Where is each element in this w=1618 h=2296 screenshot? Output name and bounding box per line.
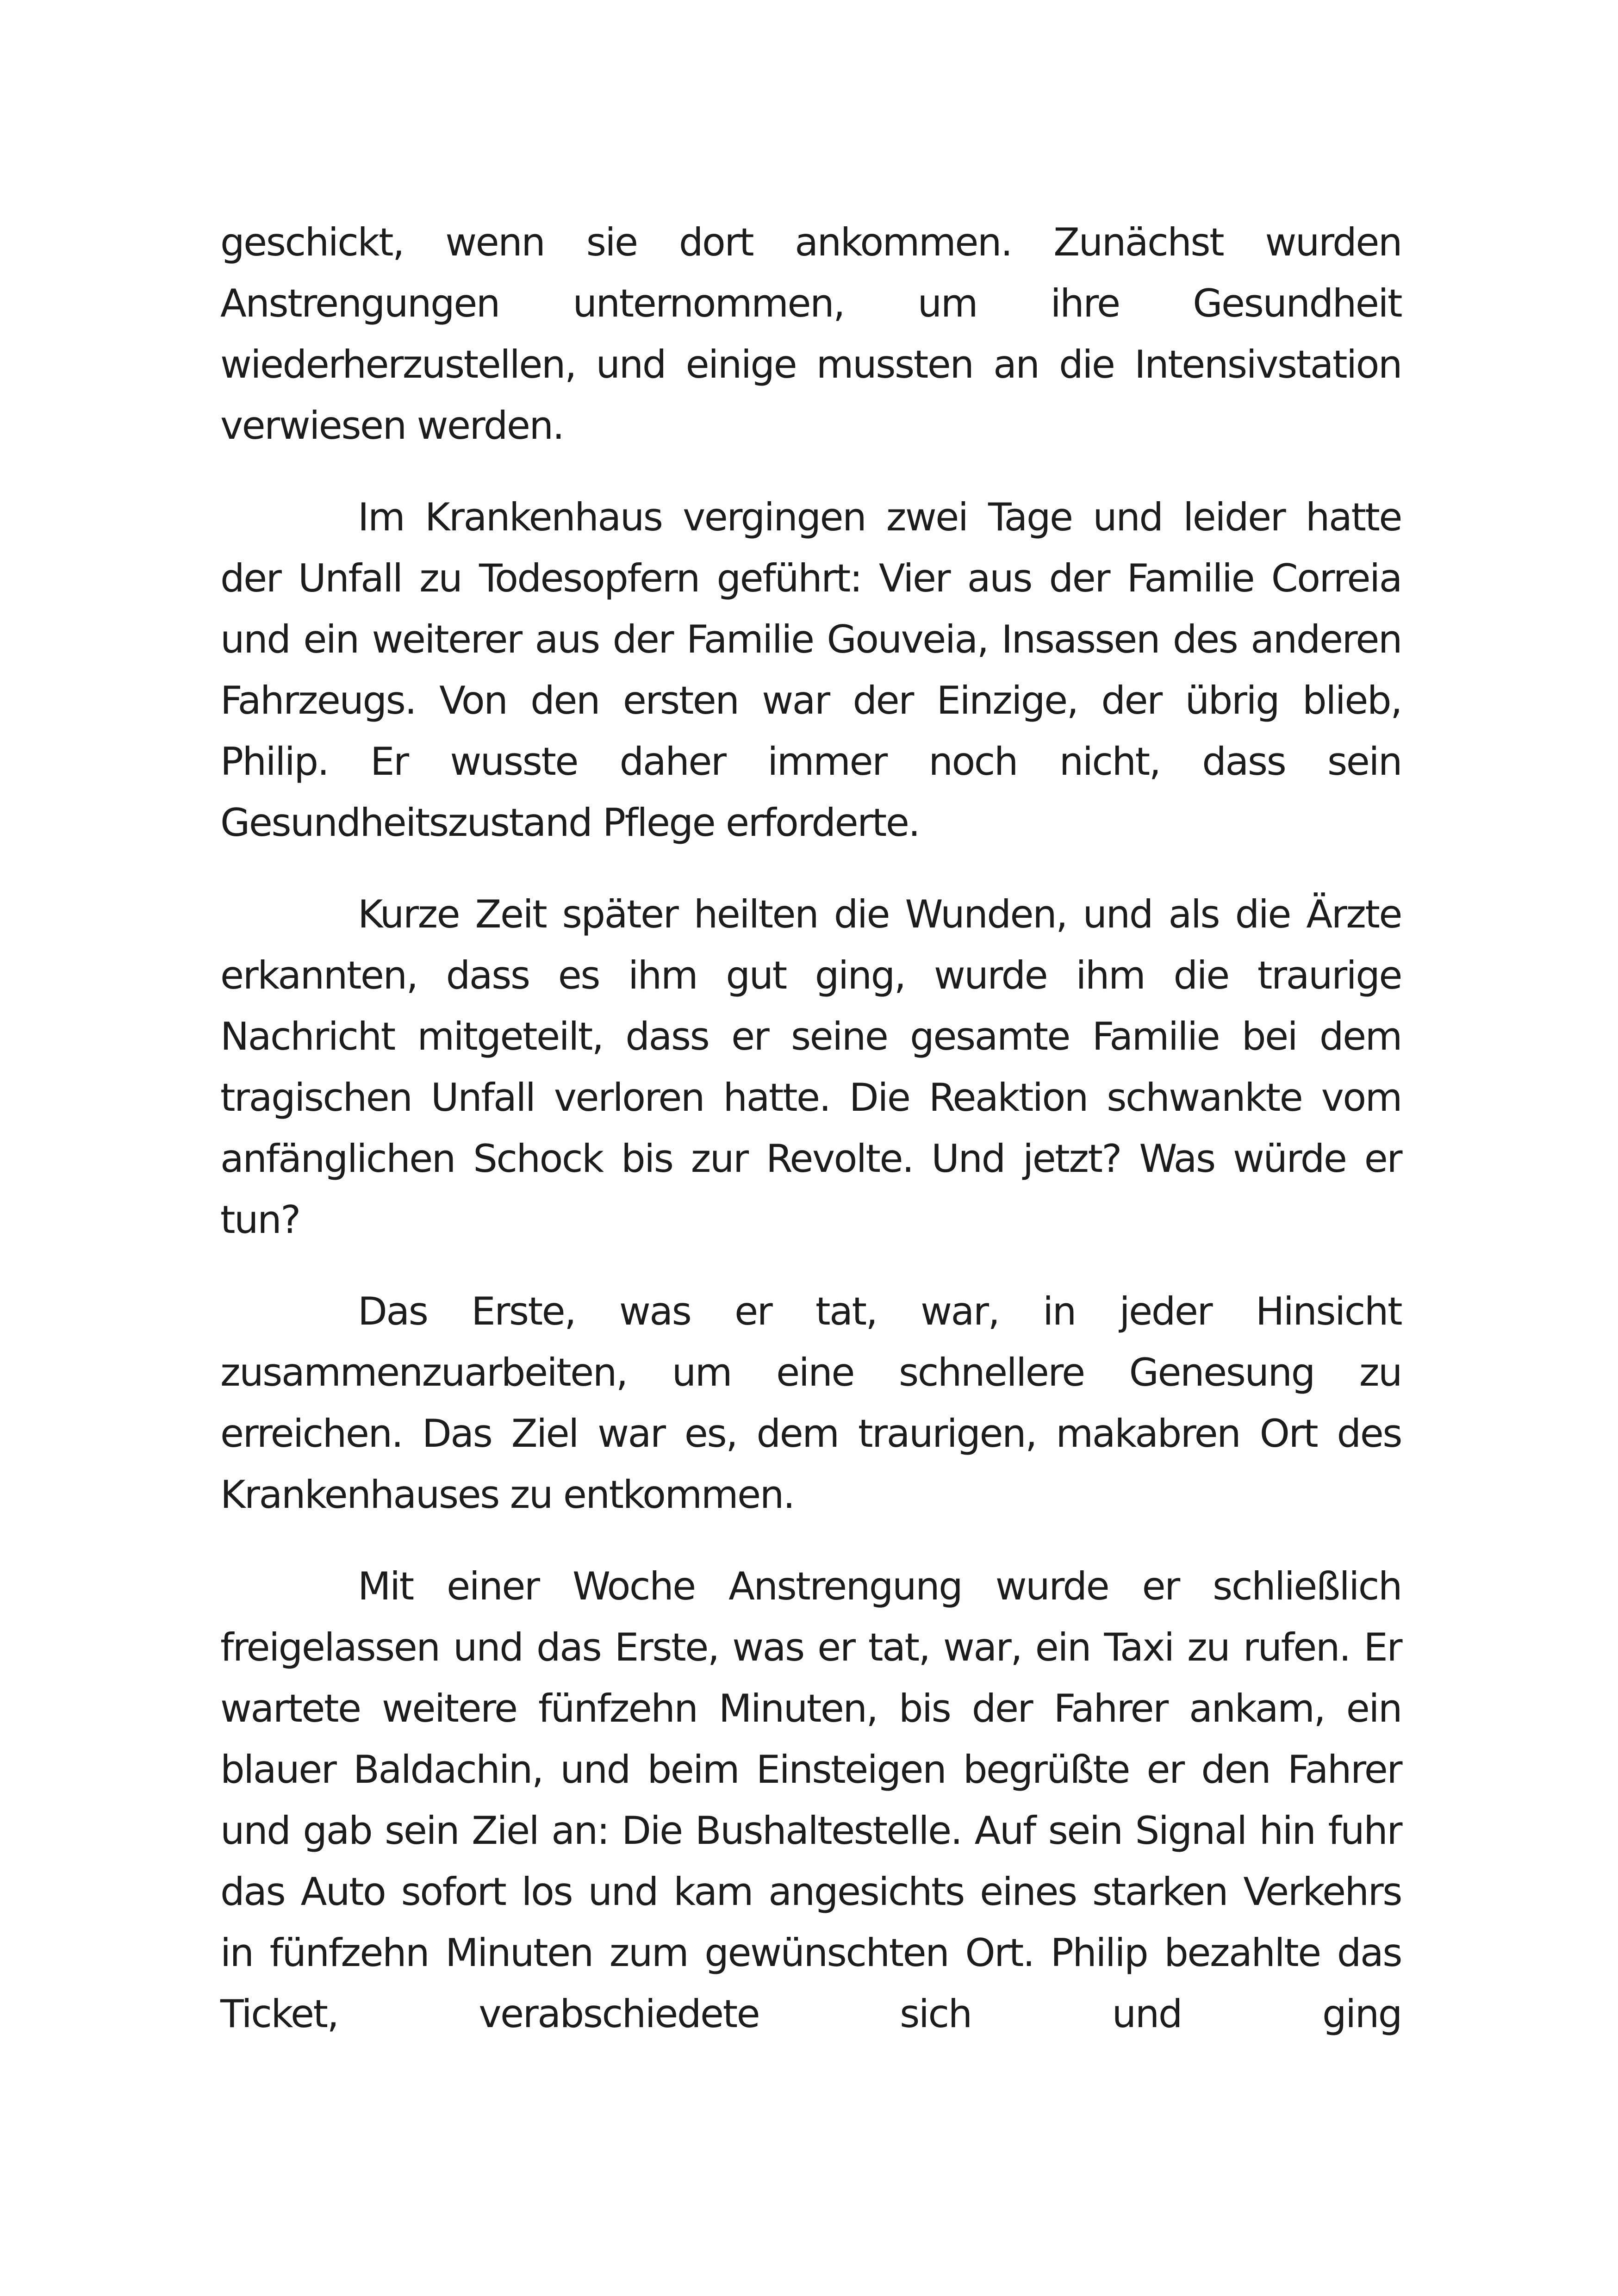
paragraph-2: Im Krankenhaus vergingen zwei Tage und leider hatte der Unfall zu Todesopfern geführt: Vier aus der Familie Correia und ein weiterer aus der Familie Gouveia, Insassen des anderen Fahrzeugs. Von den ersten war der Einzige, der übrig blieb, Philip. Er wusste daher immer noch nicht, dass sein Gesundheitszustand Pflege erforderte. [220, 495, 1401, 845]
paragraph-1: geschickt, wenn sie dort ankommen. Zunächst wurden Anstrengungen unternommen, um ihre Gesundheit wiederherzustellen, und einige mussten an die Intensivstation verwiesen werden. [220, 220, 1401, 448]
paragraph-5: Mit einer Woche Anstrengung wurde er schließlich freigelassen und das Erste, was er tat, war, ein Taxi zu rufen. Er wartete weitere fünfzehn Minuten, bis der Fahrer ankam, ein blauer Baldachin, und beim Einsteigen begrüßte er den Fahrer und gab sein Ziel an: Die Bushaltestelle. Auf sein Signal hin fuhr das Auto sofort los und kam angesichts eines starken Verkehrs in fünfzehn Minuten zum gewünschten Ort. Philip bezahlte das Ticket, verabschiedete sich und ging [220, 1564, 1401, 2036]
paragraph-4: Das Erste, was er tat, war, in jeder Hinsicht zusammenzuarbeiten, um eine schnellere Genesung zu erreichen. Das Ziel war es, dem traurigen, makabren Ort des Krankenhauses zu entkommen. [220, 1289, 1401, 1517]
body-text [220, 212, 1401, 2075]
paragraph-3: Kurze Zeit später heilten die Wunden, und als die Ärzte erkannten, dass es ihm gut ging, wurde ihm die traurige Nachricht mitgeteilt, dass er seine gesamte Familie bei dem tragischen Unfall verloren hatte. Die Reaktion schwankte vom anfänglichen Schock bis zur Revolte. Und jetzt? Was würde er tun? [220, 892, 1401, 1242]
